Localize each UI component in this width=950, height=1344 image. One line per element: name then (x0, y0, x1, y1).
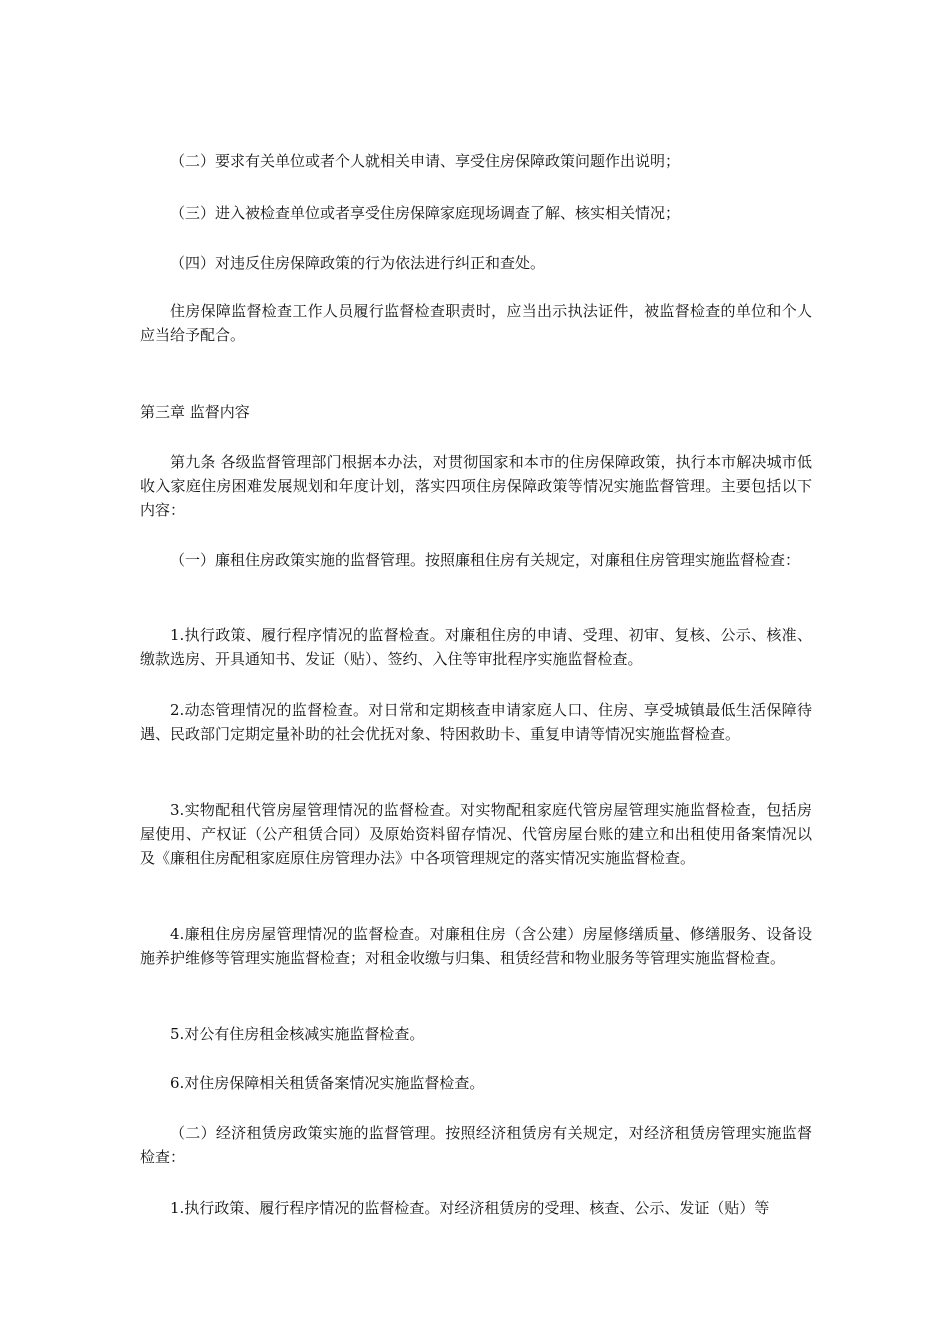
item-low-rent-4: 4.廉租住房房屋管理情况的监督检查。对廉租住房（含公建）房屋修缮质量、修缮服务、设备设施养护维修等管理实施监督检查；对租金收缴与归集、租赁经营和物业服务等管理实施监督检查。 (140, 925, 812, 967)
section-low-rent-housing: （一）廉租住房政策实施的监督管理。按照廉租住房有关规定，对廉租住房管理实施监督检查： (170, 551, 801, 569)
item-economic-rental-1: 1.执行政策、履行程序情况的监督检查。对经济租赁房的受理、核查、公示、发证（贴）等 (170, 1199, 770, 1217)
paragraph-supervisor-duties: 住房保障监督检查工作人员履行监督检查职责时，应当出示执法证件，被监督检查的单位和个人应当给予配合。 (140, 302, 812, 344)
paragraph-item-3: （三）进入被检查单位或者享受住房保障家庭现场调查了解、核实相关情况； (170, 204, 681, 222)
item-low-rent-2: 2.动态管理情况的监督检查。对日常和定期核查申请家庭人口、住房、享受城镇最低生活保障待遇、民政部门定期定量补助的社会优抚对象、特困救助卡、重复申请等情况实施监督检查。 (140, 701, 812, 743)
item-low-rent-3: 3.实物配租代管房屋管理情况的监督检查。对实物配租家庭代管房屋管理实施监督检查，包括房屋使用、产权证（公产租赁合同）及原始资料留存情况、代管房屋台账的建立和出租使用备案情况以及《廉租住房配租家庭原住房管理办法》中各项管理规定的落实情况实施监督检查。 (140, 801, 812, 867)
article-nine: 第九条 各级监督管理部门根据本办法，对贯彻国家和本市的住房保障政策，执行本市解决城市低收入家庭住房困难发展规划和年度计划，落实四项住房保障政策等情况实施监督管理。主要包括以下内容： (140, 453, 812, 519)
paragraph-item-4: （四）对违反住房保障政策的行为依法进行纠正和查处。 (170, 254, 546, 272)
paragraph-item-2: （二）要求有关单位或者个人就相关申请、享受住房保障政策问题作出说明； (170, 152, 681, 170)
chapter-heading: 第三章 监督内容 (140, 403, 250, 421)
item-low-rent-6: 6.对住房保障相关租赁备案情况实施监督检查。 (170, 1074, 485, 1092)
section-economic-rental: （二）经济租赁房政策实施的监督管理。按照经济租赁房有关规定，对经济租赁房管理实施监督检查： (140, 1124, 812, 1166)
item-low-rent-5: 5.对公有住房租金核减实施监督检查。 (170, 1025, 425, 1043)
item-low-rent-1: 1.执行政策、履行程序情况的监督检查。对廉租住房的申请、受理、初审、复核、公示、核准、缴款选房、开具通知书、发证（贴）、签约、入住等审批程序实施监督检查。 (140, 626, 812, 668)
